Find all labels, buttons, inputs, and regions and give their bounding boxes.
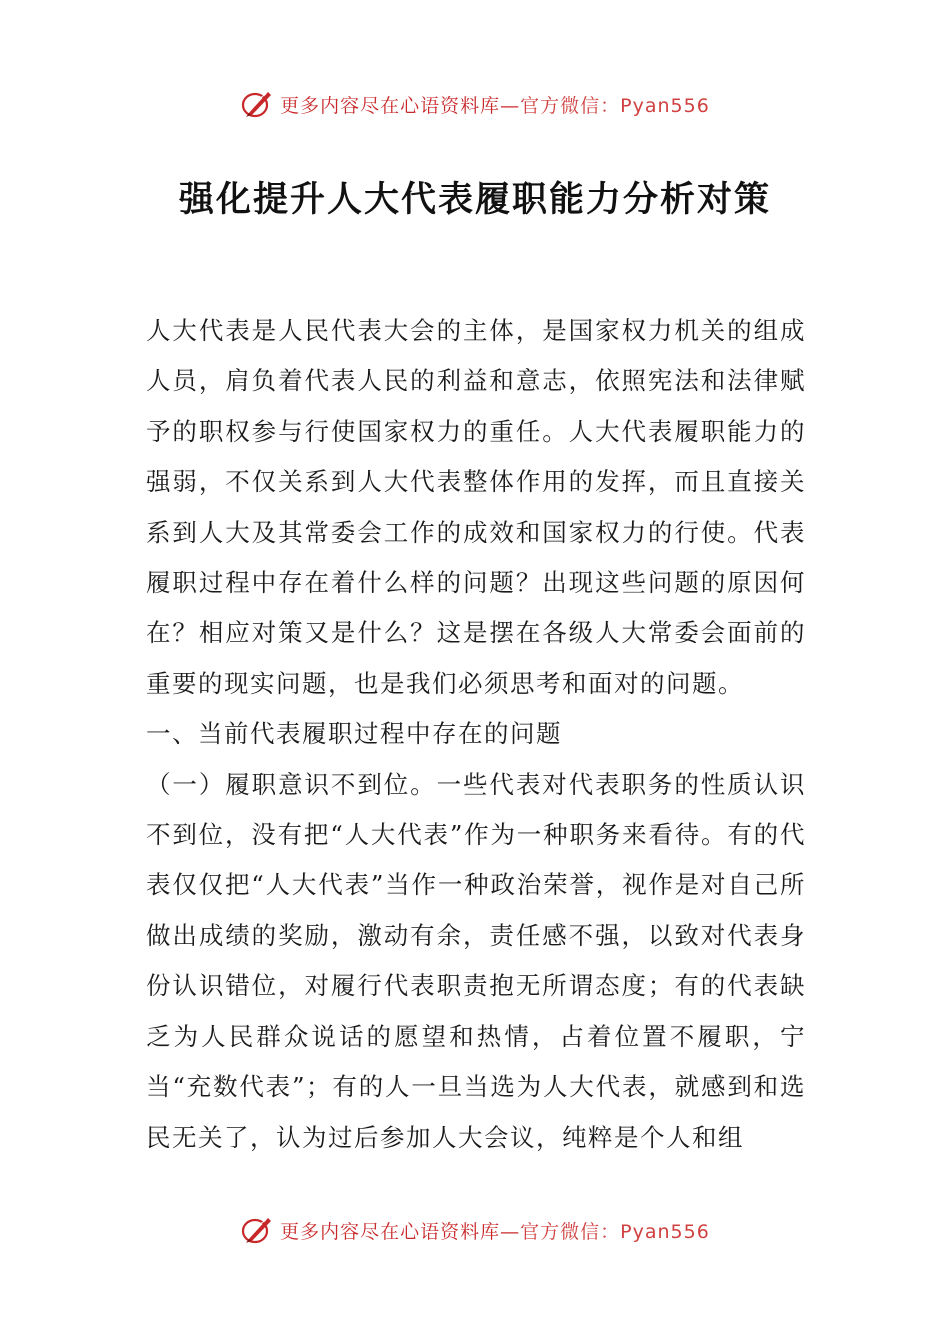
paragraph-intro: 人大代表是人民代表大会的主体，是国家权力机关的组成人员，肩负着代表人民的利益和意志，依照宪法和法律赋予的职权参与行使国家权力的重任。人大代表履职能力的强弱，不仅关系到人大代表整体作用的发挥，而且直接关系到人大及其常委会工作的成效和国家权力的行使。代表履职过程中存在着什么样的问题？出现这些问题的原因何在？相应对策又是什么？这是摆在各级人大常委会面前的重要的现实问题，也是我们必须思考和面对的问题。 [146,316,806,698]
footer-banner-text: 更多内容尽在心语资料库— [280,1220,521,1243]
quill-logo-icon [240,1212,276,1248]
footer-banner-wechat: 官方微信：Pyan556 [520,1220,710,1243]
paragraph-subsection-1: （一）履职意识不到位。一些代表对代表职务的性质认识不到位，没有把“人大代表”作为一种职务来看待。有的代表仅仅把“人大代表”当作一种政治荣誉，视作是对自己所做出成绩的奖励，激动有余，责任感不强，以致对代表身份认识错位，对履行代表职责抱无所谓态度；有的代表缺乏为人民群众说话的愿望和热情，占着位置不履职，宁当“充数代表”；有的人一旦当选为人大代表，就感到和选民无关了，认为过后参加人大会议，纯粹是个人和组 [146,769,806,1152]
footer-banner [0,1210,950,1250]
document-title: 强化提升人大代表履职能力分析对策 [178,179,771,220]
document-body [146,306,806,1163]
header-banner-wechat: 官方微信：Pyan556 [520,94,710,117]
section-heading: 一、当前代表履职过程中存在的问题 [146,719,562,749]
header-banner-text: 更多内容尽在心语资料库— [280,94,521,117]
quill-logo-icon [240,86,276,122]
header-banner [0,84,950,124]
